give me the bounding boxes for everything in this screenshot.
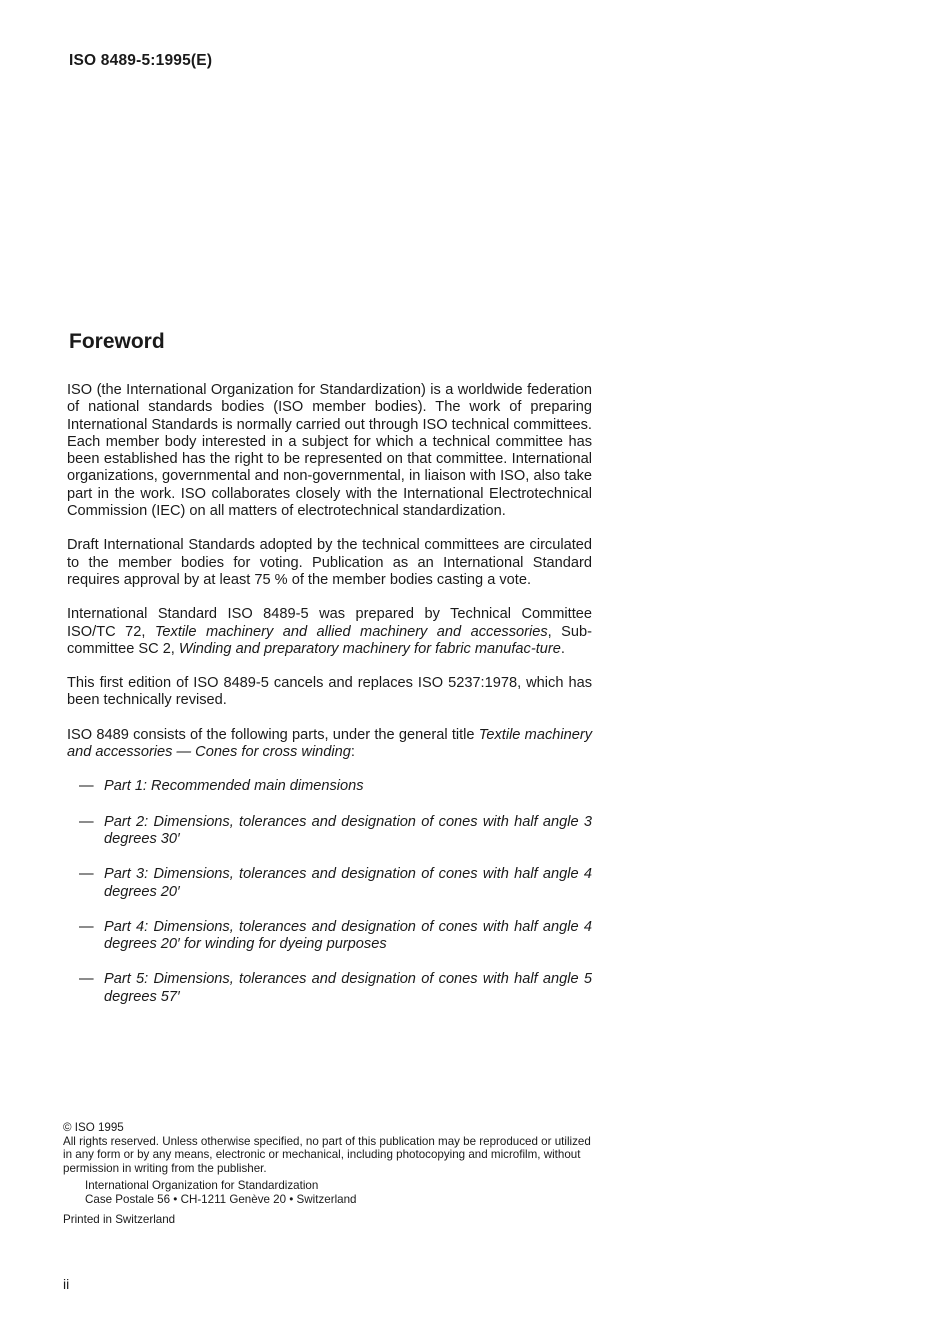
prepared-by-text-a: International Standard ISO 8489-5 was prepared by Technical Committee ISO/TC 72, [67,606,592,640]
foreword-body [67,382,592,1024]
list-item [67,971,592,1006]
part-label: Part 3: Dimensions, tolerances and designation of cones with half angle 4 degrees 20′ [104,866,592,900]
paragraph-parts-intro [67,727,592,762]
parts-intro-text-a: ISO 8489 consists of the following parts, under the general title [67,726,479,743]
list-item [67,919,592,954]
copyright-block [63,1121,593,1226]
subcommittee-title: Winding and preparatory machinery for fabric manufac-ture [178,640,561,657]
document-id-header: ISO 8489-5:1995(E) [69,52,213,69]
part-label: Part 2: Dimensions, tolerances and designation of cones with half angle 3 degrees 30′ [104,813,592,847]
list-item [67,778,592,795]
dash-bullet: — [79,971,94,988]
general-title: Textile machinery and accessories — Cones for cross winding [67,726,592,761]
paragraph-edition: This first edition of ISO 8489-5 cancels and replaces ISO 5237:1978, which has been technically revised. [67,675,592,709]
org-address: Case Postale 56 • CH-1211 Genève 20 • Switzerland [85,1192,357,1206]
dash-bullet: — [79,778,94,795]
part-label: Part 1: Recommended main dimensions [104,778,364,795]
parts-list [67,778,592,1006]
list-item [67,814,592,849]
copyright-line: © ISO 1995 [63,1121,124,1134]
org-name: International Organization for Standardization [85,1179,319,1193]
part-label: Part 5: Dimensions, tolerances and designation of cones with half angle 5 degrees 57′ [104,971,592,1005]
part-label: Part 4: Dimensions, tolerances and designation of cones with half angle 4 degrees 20′ for winding for dyeing purposes [104,918,592,953]
publisher-address [85,1179,593,1206]
rights-notice: All rights reserved. Unless otherwise specified, no part of this publication may be reproduced or utilized in any form or by any means, electronic or mechanical, including photocopying and microfilm, without permission in writing from the publisher. [63,1134,591,1175]
dash-bullet: — [79,866,94,883]
dash-bullet: — [79,813,94,830]
printed-in: Printed in Switzerland [63,1212,176,1226]
paragraph-iso-intro: ISO (the International Organization for Standardization) is a worldwide federation of national standards bodies (ISO member bodies). The work of preparing International Standards is normally carried out through ISO technical committees. Each member body interested in a subject for which a technical committee has been established has the right to be represented on that committee. International organizations, governmental and non-governmental, in liaison with ISO, also take part in the work. ISO collaborates closely with the International Electrotechnical Commission (IEC) on all matters of electrotechnical standardization. [67,382,592,520]
committee-title: Textile machinery and allied machinery and accessories [154,623,548,640]
parts-intro-text-c: : [350,744,355,761]
page-title: Foreword [69,330,165,353]
dash-bullet: — [79,918,94,935]
list-item [67,866,592,901]
prepared-by-text-e: . [560,640,565,657]
prepared-by-text-c: , Sub-committee SC 2, [67,623,593,657]
paragraph-prepared-by [67,606,592,658]
paragraph-draft-standards: Draft International Standards adopted by the technical committees are circulated to the member bodies for voting. Publication as an International Standard requires approval by at least 75 % of the member bodies casting a vote. [67,537,592,588]
page-number: ii [63,1276,70,1292]
